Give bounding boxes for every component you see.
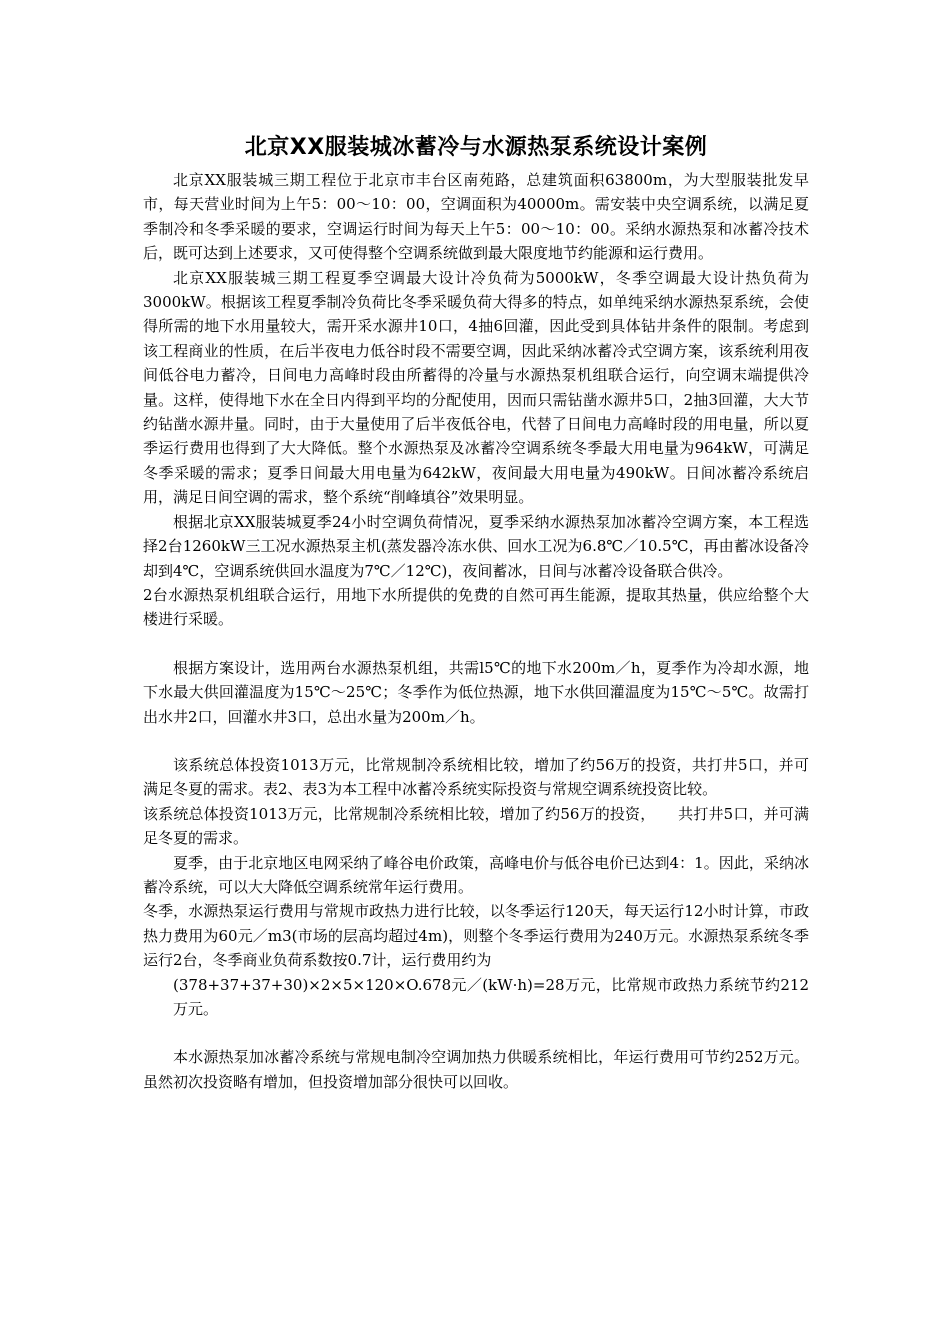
paragraph-intro: 北京XX服装城三期工程位于北京市丰台区南苑路，总建筑面积63800m，为大型服装批发早市，每天营业时间为上午5：00～10：00，空调面积为40000m。需安装中央空调系统，以满足夏季制冷和冬季采暖的要求，空调运行时间为每天上午5：00～10：00。采纳水源热泵和冰蓄冷技术后，既可达到上述要求，又可使得整个空调系统做到最大限度地节约能源和运行费用。: [143, 171, 809, 263]
blank-line: [143, 632, 809, 656]
paragraph-investment-repeat: 该系统总体投资1013万元，比常规制冷系统相比较，增加了约56万的投资， 共打井5口，并可满足冬夏的需求。: [143, 804, 809, 848]
paragraph-summer-scheme: 根据北京XX服装城夏季24小时空调负荷情况，夏季采纳水源热泵加冰蓄冷空调方案，本工程选择2台1260kW三工况水源热泵主机(蒸发器冷冻水供、回水工况为6.8℃／10.5℃，再由蓄冰设备冷却到4℃，空调系统供回水温度为7℃／12℃)，夜间蓄冰，日间与冰蓄冷设备联合供冷。: [143, 512, 809, 580]
paragraph-summer-cost: 夏季，由于北京地区电网采纳了峰谷电价政策，高峰电价与低谷电价已达到4：1。因此，采纳冰蓄冷系统，可以大大降低空调系统常年运行费用。: [143, 853, 809, 896]
paragraph-investment: 该系统总体投资1013万元，比常规制冷系统相比较，增加了约56万的投资，共打井5口，并可满足冬夏的需求。表2、表3为本工程中冰蓄冷系统实际投资与常规空调系统投资比较。: [143, 755, 809, 799]
paragraph-load-design: 北京XX服装城三期工程夏季空调最大设计冷负荷为5000kW，冬季空调最大设计热负荷为3000kW。根据该工程夏季制冷负荷比冬季采暖负荷大得多的特点，如单纯采纳水源热泵系统，会使得所需的地下水用量较大，需开采水源井10口，4抽6回灌，因此受到具体钻井条件的限制。考虑到该工程商业的性质，在后半夜电力低谷时段不需要空调，因此采纳冰蓄冷式空调方案，该系统利用夜间低谷电力蓄冷，日间电力高峰时段由所蓄得的冷量与水源热泵机组联合运行，向空调末端提供冷量。这样，使得地下水在全日内得到平均的分配使用，因而只需钻凿水源井5口，2抽3回灌，大大节约钻凿水源井量。同时，由于大量使用了后半夜低谷电，代替了日间电力高峰时段的用电量，所以夏季运行费用也得到了大大降低。整个水源热泵及冰蓄冷空调系统冬季最大用电量为964kW，可满足冬季采暖的需求；夏季日间最大用电量为642kW，夜间最大用电量为490kW。日间冰蓄冷系统启用，满足日间空调的需求，整个系统“削峰填谷”效果明显。: [143, 268, 809, 507]
paragraph-conclusion: 本水源热泵加冰蓄冷系统与常规电制冷空调加热力供暖系统相比，年运行费用可节约252万元。虽然初次投资略有增加，但投资增加部分很快可以回收。: [143, 1048, 809, 1091]
paragraph-groundwater: 根据方案设计，选用两台水源热泵机组，共需l5℃的地下水200m／h，夏季作为冷却水源，地下水最大供回灌温度为15℃～25℃；冬季作为低位热源，地下水供回灌温度为15℃～5℃。故需打出水井2口，回灌水井3口，总出水量为200m／h。: [143, 658, 809, 726]
paragraph-cost-formula: (378+37+37+30)×2×5×120×O.678元／(kW·h)=28万元，比常规市政热力系统节约212万元。: [173, 975, 809, 1018]
blank-line: [143, 1021, 809, 1045]
blank-line: [143, 729, 809, 753]
paragraph-winter-heating: 2台水源热泵机组联合运行，用地下水所提供的免费的自然可再生能源，提取其热量，供应给整个大楼进行采暖。: [143, 585, 809, 629]
paragraph-winter-cost: 冬季，水源热泵运行费用与常规市政热力进行比较，以冬季运行120天，每天运行12小时计算，市政热力费用为60元／m3(市场的层高均超过4m)，则整个冬季运行费用为240万元。水源热泵系统冬季运行2台，冬季商业负荷系数按0.7计，运行费用约为: [143, 902, 809, 970]
document-page: [143, 128, 809, 1094]
document-title: 北京XX服装城冰蓄冷与水源热泵系统设计案例: [244, 135, 708, 160]
